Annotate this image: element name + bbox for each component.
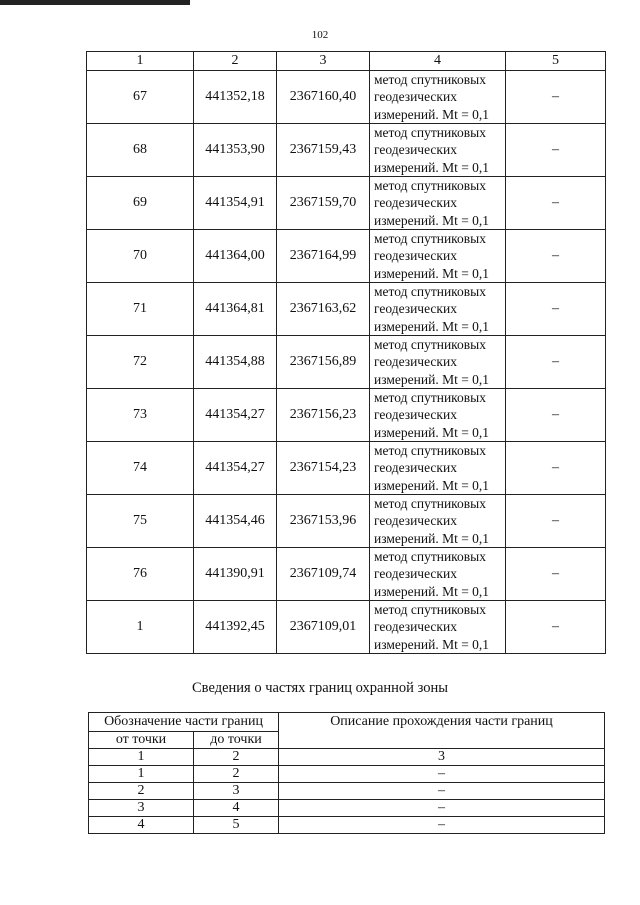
method-cell (370, 389, 506, 442)
method-line: измерений. Mt = 0,1 (374, 424, 490, 440)
point-number-cell: 72 (87, 336, 194, 389)
to-point-cell: 2 (194, 766, 279, 783)
x-coordinate-cell: 441364,81 (194, 283, 277, 336)
section-title: Сведения о частях границ охранной зоны (192, 680, 448, 696)
method-cell (370, 124, 506, 177)
method-cell (370, 336, 506, 389)
method-cell (370, 230, 506, 283)
scan-edge-mark (0, 0, 190, 5)
parts-column-numbers-row (89, 749, 605, 766)
column-number-5: 5 (506, 52, 606, 71)
x-coordinate-cell: 441390,91 (194, 548, 277, 601)
method-line: измерений. Mt = 0,1 (374, 636, 490, 652)
method-cell (370, 548, 506, 601)
column-number-4: 4 (370, 52, 506, 71)
y-coordinate-cell: 2367109,74 (277, 548, 370, 601)
y-coordinate-cell: 2367159,70 (277, 177, 370, 230)
method-line: измерений. Mt = 0,1 (374, 265, 490, 281)
method-line: метод спутниковых (374, 284, 486, 299)
description-cell: – (279, 766, 605, 783)
method-line: геодезических (374, 142, 457, 158)
note-cell: – (506, 71, 606, 124)
from-point-cell: 1 (89, 766, 194, 783)
boundary-parts-table (88, 712, 605, 834)
to-point-cell: 5 (194, 817, 279, 834)
y-coordinate-cell: 2367159,43 (277, 124, 370, 177)
method-line: геодезических (374, 248, 457, 264)
column-number-2: 2 (194, 52, 277, 71)
method-line: измерений. Mt = 0,1 (374, 212, 490, 228)
note-cell: – (506, 548, 606, 601)
method-line: геодезических (374, 566, 457, 582)
method-line: метод спутниковых (374, 72, 486, 87)
note-cell: – (506, 177, 606, 230)
method-line: метод спутниковых (374, 549, 486, 564)
method-line: измерений. Mt = 0,1 (374, 318, 490, 334)
table-row (89, 766, 605, 783)
x-coordinate-cell: 441352,18 (194, 71, 277, 124)
method-line: измерений. Mt = 0,1 (374, 106, 490, 122)
to-point-cell: 3 (194, 783, 279, 800)
method-line: измерений. Mt = 0,1 (374, 583, 490, 599)
method-line: метод спутниковых (374, 390, 486, 405)
note-cell: – (506, 283, 606, 336)
point-number-cell: 67 (87, 71, 194, 124)
parts-header-row (89, 713, 605, 732)
parts-description-header: Описание прохождения части границ (279, 713, 605, 749)
point-number-cell: 74 (87, 442, 194, 495)
y-coordinate-cell: 2367109,01 (277, 601, 370, 654)
table-row (87, 336, 606, 389)
from-point-cell: 3 (89, 800, 194, 817)
note-cell: – (506, 336, 606, 389)
table-row (87, 389, 606, 442)
method-line: метод спутниковых (374, 496, 486, 511)
description-cell: – (279, 783, 605, 800)
point-number-cell: 73 (87, 389, 194, 442)
y-coordinate-cell: 2367156,89 (277, 336, 370, 389)
method-line: метод спутниковых (374, 337, 486, 352)
table-row (87, 548, 606, 601)
note-cell: – (506, 442, 606, 495)
method-line: метод спутниковых (374, 231, 486, 246)
method-line: геодезических (374, 513, 457, 529)
point-number-cell: 71 (87, 283, 194, 336)
y-coordinate-cell: 2367153,96 (277, 495, 370, 548)
table-row (87, 495, 606, 548)
method-line: метод спутниковых (374, 125, 486, 140)
x-coordinate-cell: 441354,46 (194, 495, 277, 548)
note-cell: – (506, 495, 606, 548)
table-row (87, 230, 606, 283)
point-number-cell: 76 (87, 548, 194, 601)
note-cell: – (506, 124, 606, 177)
y-coordinate-cell: 2367160,40 (277, 71, 370, 124)
description-cell: – (279, 800, 605, 817)
method-line: метод спутниковых (374, 443, 486, 458)
x-coordinate-cell: 441354,27 (194, 389, 277, 442)
boundary-parts-body (89, 713, 605, 834)
table-row (89, 783, 605, 800)
parts-column-number-3: 3 (279, 749, 605, 766)
method-cell (370, 601, 506, 654)
method-line: метод спутниковых (374, 178, 486, 193)
x-coordinate-cell: 441354,91 (194, 177, 277, 230)
from-point-cell: 4 (89, 817, 194, 834)
method-cell (370, 177, 506, 230)
method-line: геодезических (374, 89, 457, 105)
x-coordinate-cell: 441392,45 (194, 601, 277, 654)
table-row (87, 124, 606, 177)
method-cell (370, 495, 506, 548)
column-number-1: 1 (87, 52, 194, 71)
y-coordinate-cell: 2367154,23 (277, 442, 370, 495)
point-number-cell: 1 (87, 601, 194, 654)
table-row (87, 283, 606, 336)
method-cell (370, 442, 506, 495)
coordinates-body (87, 71, 606, 654)
coordinates-table (86, 51, 606, 654)
parts-column-number-1: 1 (89, 749, 194, 766)
parts-column-number-2: 2 (194, 749, 279, 766)
method-line: геодезических (374, 407, 457, 423)
point-number-cell: 70 (87, 230, 194, 283)
method-cell (370, 71, 506, 124)
method-line: измерений. Mt = 0,1 (374, 530, 490, 546)
method-line: метод спутниковых (374, 602, 486, 617)
y-coordinate-cell: 2367156,23 (277, 389, 370, 442)
note-cell: – (506, 601, 606, 654)
method-line: измерений. Mt = 0,1 (374, 371, 490, 387)
point-number-cell: 68 (87, 124, 194, 177)
method-line: геодезических (374, 460, 457, 476)
table-row (89, 817, 605, 834)
x-coordinate-cell: 441353,90 (194, 124, 277, 177)
method-line: геодезических (374, 354, 457, 370)
y-coordinate-cell: 2367163,62 (277, 283, 370, 336)
x-coordinate-cell: 441364,00 (194, 230, 277, 283)
point-number-cell: 69 (87, 177, 194, 230)
method-line: геодезических (374, 619, 457, 635)
parts-to-header: до точки (194, 732, 279, 749)
note-cell: – (506, 389, 606, 442)
method-line: измерений. Mt = 0,1 (374, 477, 490, 493)
table-row (87, 601, 606, 654)
to-point-cell: 4 (194, 800, 279, 817)
table-row (87, 442, 606, 495)
table-row (87, 71, 606, 124)
parts-from-header: от точки (89, 732, 194, 749)
table-row (89, 800, 605, 817)
column-number-3: 3 (277, 52, 370, 71)
note-cell: – (506, 230, 606, 283)
x-coordinate-cell: 441354,27 (194, 442, 277, 495)
y-coordinate-cell: 2367164,99 (277, 230, 370, 283)
method-line: измерений. Mt = 0,1 (374, 159, 490, 175)
x-coordinate-cell: 441354,88 (194, 336, 277, 389)
page-number: 102 (311, 29, 329, 41)
coordinates-header-row (87, 52, 606, 71)
table-row (87, 177, 606, 230)
parts-group-header: Обозначение части границ (89, 713, 279, 732)
description-cell: – (279, 817, 605, 834)
method-line: геодезических (374, 195, 457, 211)
method-line: геодезических (374, 301, 457, 317)
point-number-cell: 75 (87, 495, 194, 548)
method-cell (370, 283, 506, 336)
from-point-cell: 2 (89, 783, 194, 800)
